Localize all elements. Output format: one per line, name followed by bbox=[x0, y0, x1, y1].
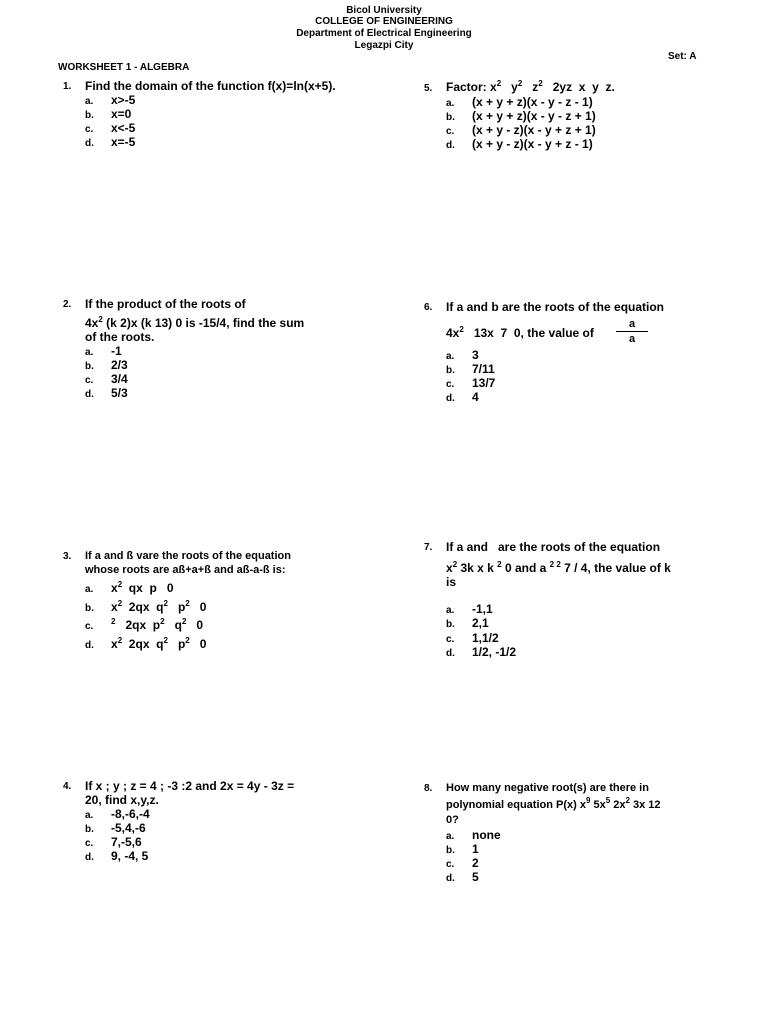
worksheet-title: WORKSHEET 1 - ALGEBRA bbox=[58, 62, 190, 73]
question-2-line1: If the product of the roots of bbox=[85, 297, 246, 311]
option-7d bbox=[446, 645, 516, 661]
option-letter: c. bbox=[85, 838, 94, 849]
option-text: x=-5 bbox=[111, 135, 136, 149]
option-6d bbox=[446, 390, 479, 406]
option-text: x<-5 bbox=[111, 121, 136, 135]
option-text: (x + y + z)(x - y - z + 1) bbox=[472, 109, 596, 123]
option-letter: c. bbox=[85, 375, 94, 386]
question-number: 5. bbox=[424, 83, 433, 94]
fraction bbox=[616, 318, 648, 345]
option-letter: d. bbox=[446, 873, 455, 884]
option-letter: c. bbox=[446, 379, 455, 390]
option-letter: b. bbox=[85, 824, 94, 835]
option-text: 9, -4, 5 bbox=[111, 849, 149, 863]
question-4-line2: 20, find x,y,z. bbox=[85, 793, 159, 807]
question-number: 4. bbox=[63, 781, 72, 792]
option-8d bbox=[446, 870, 479, 886]
option-2d bbox=[85, 386, 128, 402]
question-3-line1: If a and ß vare the roots of the equation bbox=[85, 550, 291, 562]
option-letter: d. bbox=[446, 648, 455, 659]
option-text: 2 bbox=[472, 856, 479, 870]
option-letter: b. bbox=[446, 619, 455, 630]
fraction-denominator: a bbox=[628, 333, 636, 345]
option-letter: a. bbox=[446, 605, 455, 616]
option-4d bbox=[85, 849, 148, 865]
option-text: 2,1 bbox=[472, 616, 489, 630]
option-text: x=0 bbox=[111, 107, 132, 121]
option-letter: a. bbox=[85, 584, 94, 595]
option-text: 3 bbox=[472, 348, 479, 362]
fraction-numerator: a bbox=[628, 318, 636, 330]
set-label: Set: A bbox=[668, 51, 697, 62]
option-letter: b. bbox=[85, 603, 94, 614]
city-name: Legazpi City bbox=[354, 40, 414, 51]
option-text: -1,1 bbox=[472, 602, 493, 616]
fraction-bar bbox=[616, 331, 648, 332]
option-letter: a. bbox=[85, 96, 94, 107]
option-letter: c. bbox=[446, 126, 455, 137]
question-8-line1: How many negative root(s) are there in bbox=[446, 782, 649, 794]
option-text: 3/4 bbox=[111, 372, 128, 386]
option-text: -5,4,-6 bbox=[111, 821, 146, 835]
option-3d: d. $x^2$ 2qx $q^2$ $p^2$ 0 bbox=[85, 636, 207, 651]
college-name: COLLEGE OF ENGINEERING bbox=[315, 16, 453, 27]
option-text: 2/3 bbox=[111, 358, 128, 372]
question-number: 1. bbox=[63, 81, 72, 92]
option-letter: c. bbox=[85, 621, 94, 632]
option-letter: b. bbox=[85, 110, 94, 121]
option-letter: c. bbox=[446, 859, 455, 870]
option-text: -1 bbox=[111, 344, 122, 358]
option-letter: a. bbox=[446, 831, 455, 842]
option-text: 1,1/2 bbox=[472, 631, 499, 645]
question-number: 8. bbox=[424, 783, 433, 794]
option-text: 1 bbox=[472, 842, 479, 856]
option-letter: b. bbox=[446, 112, 455, 123]
option-letter: a. bbox=[446, 351, 455, 362]
question-7-line3: is bbox=[446, 575, 457, 589]
question-3-line2: whose roots are aß+a+ß and aß-a-ß is: bbox=[85, 564, 286, 576]
question-8-line3: 0? bbox=[446, 814, 459, 826]
question-6-line2: $4x^2$ 13x 7 0, the value of bbox=[446, 325, 594, 340]
option-text: (x + y - z)(x - y + z - 1) bbox=[472, 137, 593, 151]
question-2-line3: of the roots. bbox=[85, 330, 155, 344]
option-text: 5/3 bbox=[111, 386, 128, 400]
department-name: Department of Electrical Engineering bbox=[296, 28, 472, 39]
question-7-line1: If a and are the roots of the equation bbox=[446, 540, 661, 554]
option-text: (x + y + z)(x - y - z - 1) bbox=[472, 95, 593, 109]
option-letter: d. bbox=[446, 140, 455, 151]
option-letter: d. bbox=[85, 640, 94, 651]
question-number: 2. bbox=[63, 299, 72, 310]
option-letter: a. bbox=[85, 810, 94, 821]
option-3c: c. $^2$ 2qx $p^2$ $q^2$ 0 bbox=[85, 617, 204, 632]
option-letter: b. bbox=[446, 845, 455, 856]
option-5d bbox=[446, 137, 593, 153]
option-letter: d. bbox=[446, 393, 455, 404]
question-8-line2: polynomial equation P(x) $x^9$ $5x^5$ $2x^2$ 3x 12 bbox=[446, 796, 661, 811]
option-text: 7,-5,6 bbox=[111, 835, 142, 849]
option-letter: a. bbox=[85, 347, 94, 358]
option-letter: b. bbox=[85, 361, 94, 372]
option-text: 4 bbox=[472, 390, 479, 404]
option-3a: a. $x^2$ qx p 0 bbox=[85, 580, 174, 595]
option-7b bbox=[446, 616, 489, 632]
university-name: Bicol University bbox=[346, 5, 422, 16]
option-letter: d. bbox=[85, 138, 94, 149]
option-letter: b. bbox=[446, 365, 455, 376]
option-letter: a. bbox=[446, 98, 455, 109]
option-text: (x + y - z)(x - y + z + 1) bbox=[472, 123, 596, 137]
option-3b: b. $x^2$ 2qx $q^2$ $p^2$ 0 bbox=[85, 599, 207, 614]
question-5-text: Factor: $x^2$ $y^2$ $z^2$ 2yz x y z. bbox=[446, 79, 615, 94]
option-text: none bbox=[472, 828, 501, 842]
question-number: 7. bbox=[424, 542, 433, 553]
option-letter: d. bbox=[85, 389, 94, 400]
question-6-line1: If a and b are the roots of the equation bbox=[446, 300, 665, 314]
question-4-line1: If x ; y ; z = 4 ; -3 :2 and 2x = 4y - 3z = bbox=[85, 779, 295, 793]
question-1-text: Find the domain of the function f(x)=ln(x+5). bbox=[85, 79, 336, 93]
option-letter: c. bbox=[85, 124, 94, 135]
option-text: 7/11 bbox=[472, 362, 495, 376]
option-text: -8,-6,-4 bbox=[111, 807, 150, 821]
question-number: 3. bbox=[63, 551, 72, 562]
option-1d bbox=[85, 135, 135, 151]
option-letter: c. bbox=[446, 634, 455, 645]
option-text: x>-5 bbox=[111, 93, 136, 107]
question-2-line2: $4x^2$ (k 2)x (k 13) 0 is -15/4, find the sum bbox=[85, 315, 305, 330]
option-letter: d. bbox=[85, 852, 94, 863]
question-number: 6. bbox=[424, 302, 433, 313]
question-7-line2: $x^2$ 3k x k $^2$ 0 and a $^{2 2}$ 7 / 4, the value of k bbox=[446, 560, 671, 575]
option-text: 1/2, -1/2 bbox=[472, 645, 517, 659]
option-text: 13/7 bbox=[472, 376, 496, 390]
option-text: 5 bbox=[472, 870, 479, 884]
